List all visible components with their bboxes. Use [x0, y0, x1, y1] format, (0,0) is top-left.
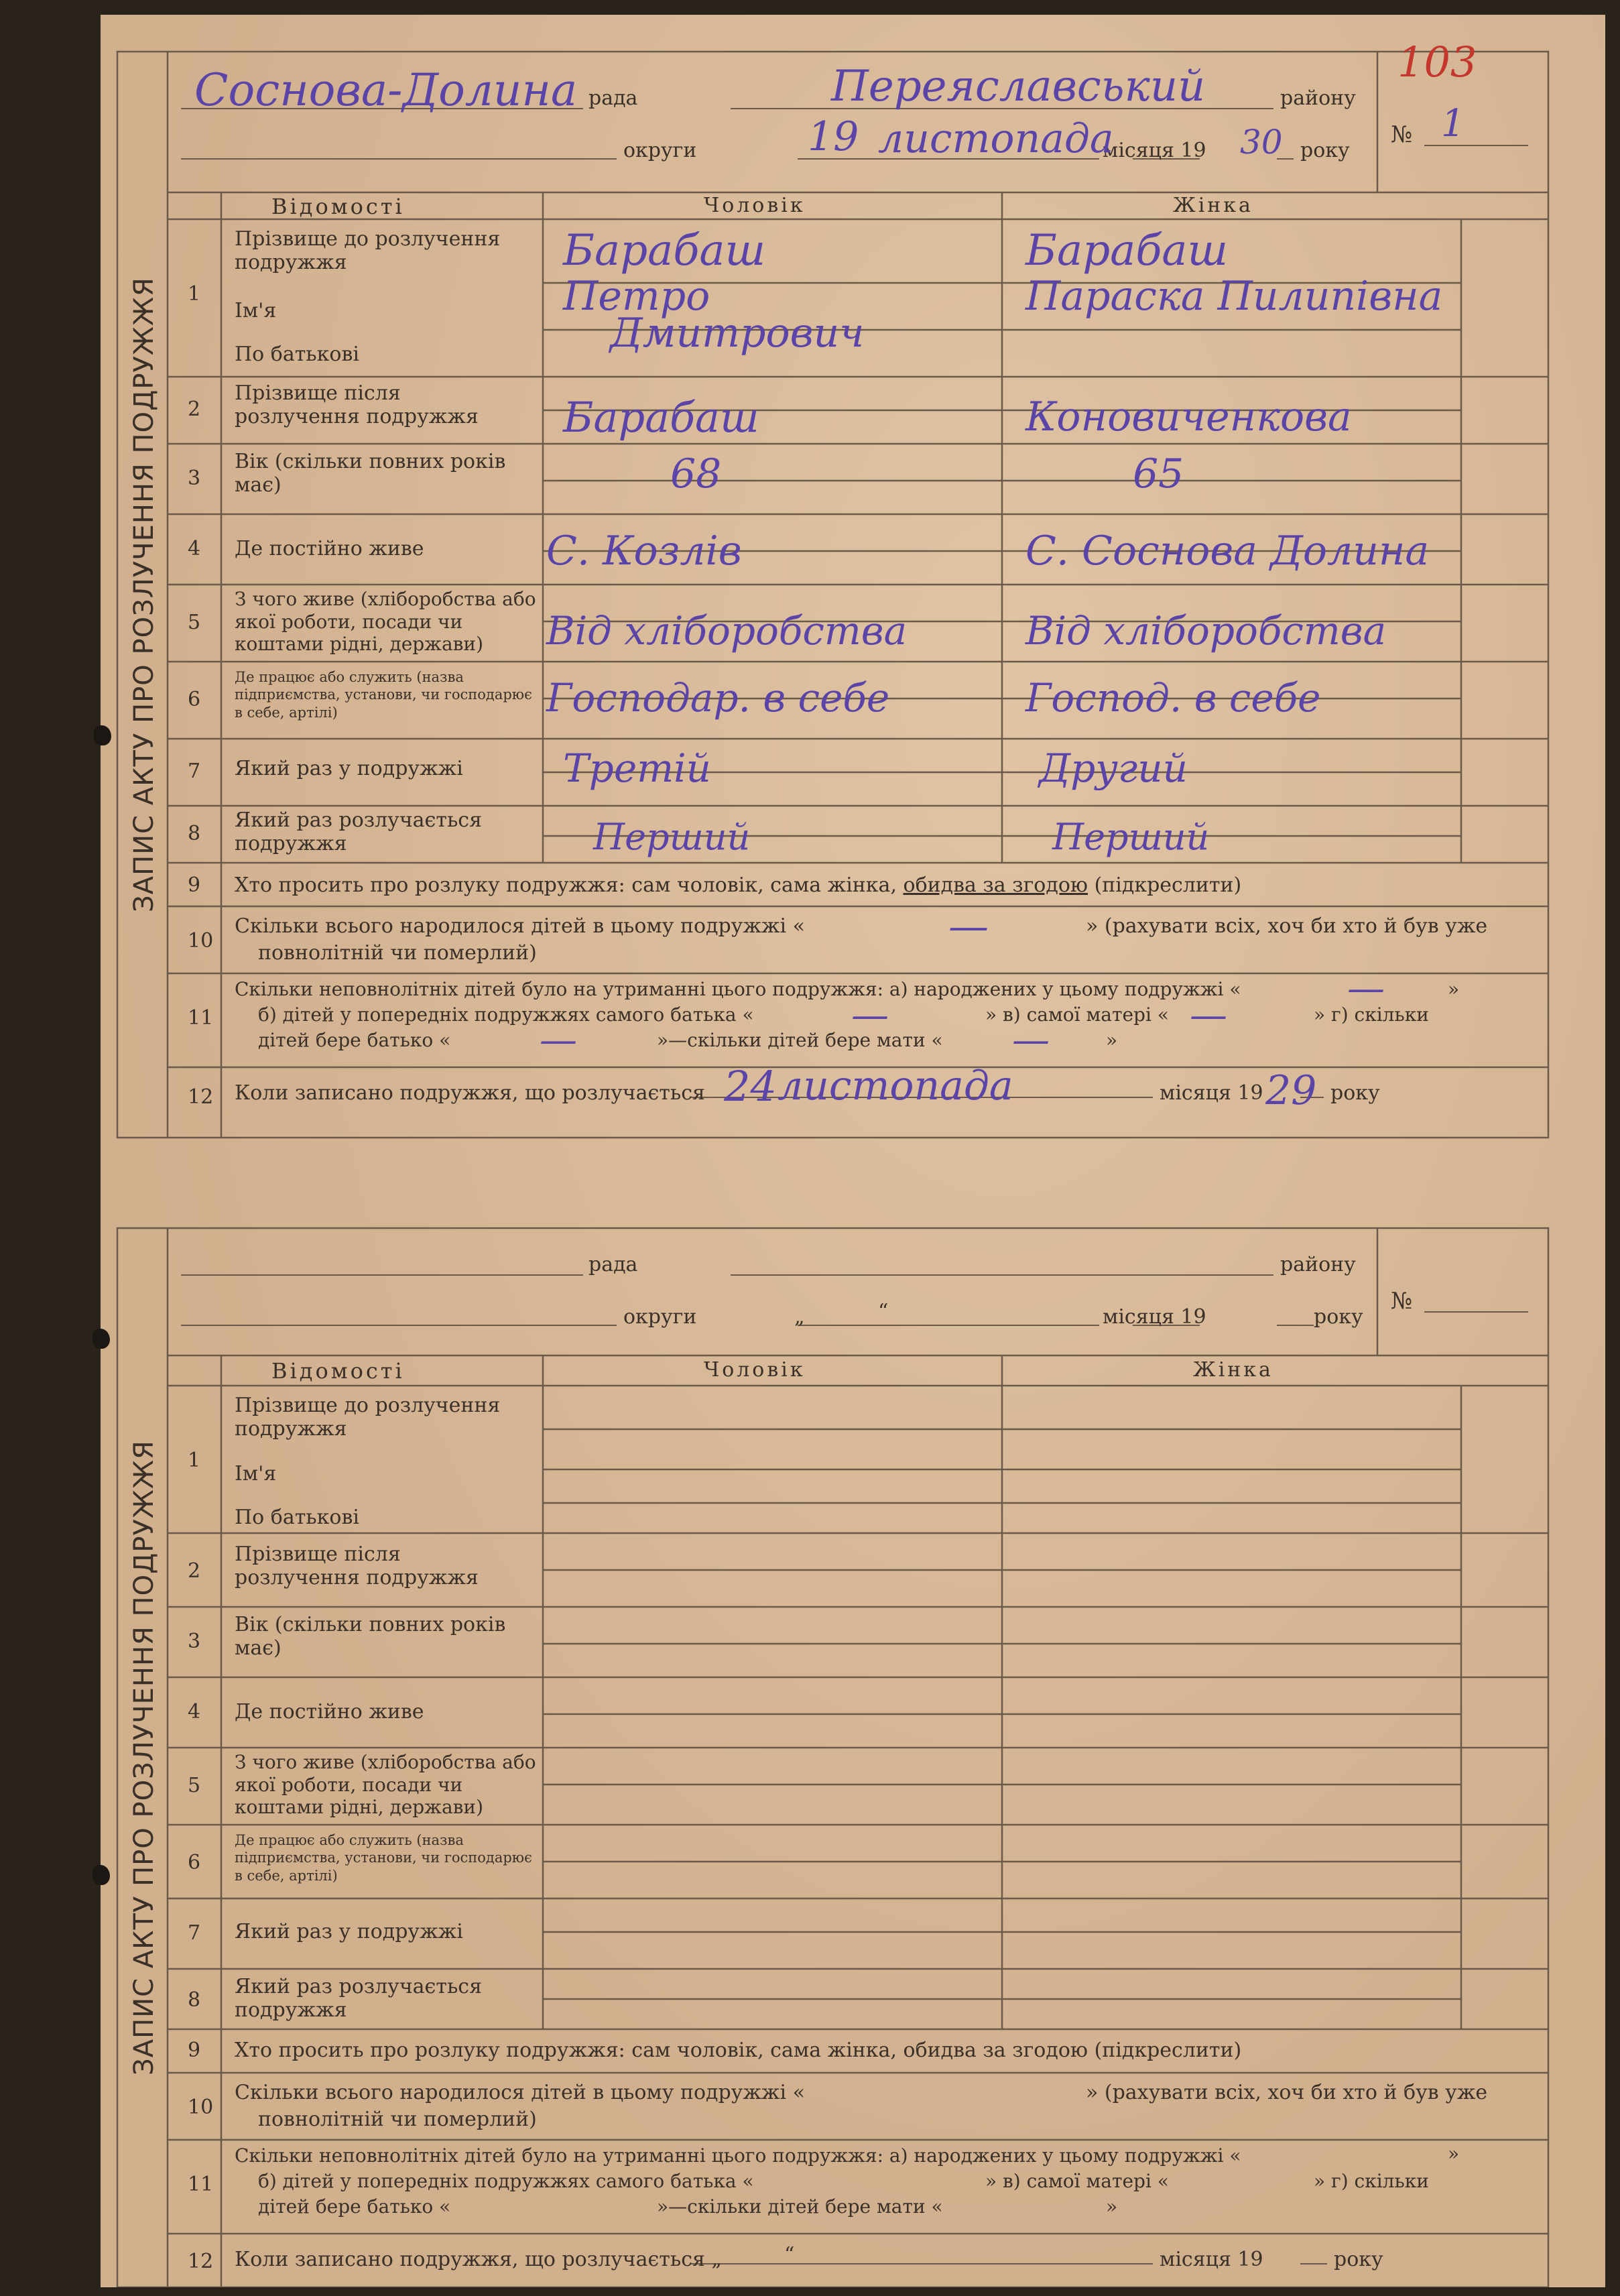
wife-surname-after: Коновиченкова — [1025, 394, 1352, 440]
row-num-8-2: 8 — [188, 1988, 201, 2012]
husband-marriage-no: Третій — [563, 745, 712, 791]
row11-line3b: »—скільки дітей бере мати « — [657, 1029, 943, 1051]
row9-text: Хто просить про розлуку подружжя: сам чоловік, сама жінка, обидва за згодою (підкреслити) — [235, 873, 1242, 897]
row10-line1b-2: » (рахувати всіх, хоч би хто й був уже — [1086, 2081, 1488, 2104]
row8-label-2: Який раз розлучається подружжя — [235, 1975, 483, 2022]
label-rada-2: рада — [588, 1253, 638, 1276]
row-num-3-2: 3 — [188, 1630, 201, 1653]
row10-line1b: » (рахувати всіх, хоч би хто й був уже — [1086, 914, 1488, 938]
row-num-3: 3 — [188, 467, 201, 490]
label-rayonu-2: району — [1280, 1253, 1356, 1276]
row3-label: Вік (скільки повних років має) — [235, 450, 506, 497]
label-rayonu: району — [1280, 86, 1356, 110]
label-rada: рада — [588, 86, 638, 110]
row11-line3-end: » — [1106, 1029, 1118, 1051]
father-takes-dash: — — [540, 1018, 577, 1062]
row5-label: З чого живе (хліборобства або якої роботи, посади чи коштами рідні, держави) — [235, 588, 536, 656]
wife-name-patronymic: Параска Пилипівна — [1025, 273, 1443, 320]
row-num-1-2: 1 — [188, 1449, 201, 1472]
row11-line2c: » г) скільки — [1314, 1004, 1429, 1026]
husband-patronymic: Дмитрович — [610, 310, 865, 357]
row6-label-2: Де працює або служить (назва підприємства, установи, чи господарює в себе, артілі) — [235, 1832, 532, 1884]
col-header-wife: Жінка — [1173, 194, 1253, 217]
row-num-2-2: 2 — [188, 1559, 201, 1583]
row9-text-2: Хто просить про розлуку подружжя: сам чоловік, сама жінка, обидва за згодою (підкреслити) — [235, 2039, 1242, 2062]
row2-label-2: Прізвище після розлучення подружжя — [235, 1543, 479, 1589]
record-number: 1 — [1441, 102, 1465, 145]
row11-line2-2: б) дітей у попередніх подружжях самого батька « — [258, 2170, 754, 2192]
row11-line3: дітей бере батько « — [258, 1029, 451, 1051]
row1-name-label: Ім'я — [235, 299, 277, 322]
row-num-6-2: 6 — [188, 1851, 201, 1874]
ink-blot — [94, 725, 111, 745]
label-no: № — [1391, 121, 1413, 148]
col-header-husband-2: Чоловік — [704, 1358, 806, 1382]
district-name: Переяславський — [831, 62, 1206, 111]
paper-sheet — [101, 15, 1605, 2287]
row12-month: місяця 19 — [1160, 1081, 1263, 1105]
row3-label-2: Вік (скільки повних років має) — [235, 1613, 506, 1660]
wife-work: Господ. в себе — [1025, 675, 1321, 721]
col-header-husband: Чоловік — [704, 194, 806, 217]
row12-year-2: року — [1334, 2248, 1383, 2271]
wife-marriage-no: Другий — [1039, 745, 1188, 791]
row4-label-2: Де постійно живе — [235, 1700, 424, 1724]
row10-line2-2: повнолітній чи померлий) — [258, 2108, 537, 2131]
husband-residence: С. Козлів — [546, 528, 742, 575]
row-num-11: 11 — [188, 1006, 214, 1030]
row11-line1-end-2: » — [1448, 2142, 1460, 2165]
row-num-6: 6 — [188, 688, 201, 711]
row1-surname-label-2: Прізвище до розлучення подружжя — [235, 1394, 501, 1441]
village-name: Соснова-Долина — [194, 64, 578, 116]
row1-patronymic-label-2: По батькові — [235, 1506, 359, 1529]
row11-line2b: » в) самої матері « — [985, 1004, 1169, 1026]
minors-mother-dash: — — [1190, 993, 1227, 1037]
row11-line3-end-2: » — [1106, 2195, 1118, 2218]
row6-label: Де працює або служить (назва підприємства, установи, чи господарює в себе, артілі) — [235, 669, 532, 721]
ink-blot — [92, 1865, 110, 1885]
row11-line1-end: » — [1448, 978, 1460, 1000]
label-quote-2: „ — [794, 1305, 805, 1329]
row-num-4: 4 — [188, 537, 201, 560]
date-day: 19 — [808, 113, 859, 160]
wife-residence: С. Соснова Долина — [1025, 528, 1430, 575]
row11-line2: б) дітей у попередніх подружжях самого батька « — [258, 1004, 754, 1026]
husband-divorce-no: Перший — [593, 816, 751, 858]
row-num-8: 8 — [188, 822, 201, 845]
row-num-2: 2 — [188, 398, 201, 421]
wife-divorce-no: Перший — [1052, 816, 1210, 858]
wife-living: Від хліборобства — [1025, 608, 1387, 654]
row12-label-2: Коли записано подружжя, що розлучається „ — [235, 2248, 723, 2271]
side-label-bottom: ЗАПИС АКТУ ПРО РОЗЛУЧЕННЯ ПОДРУЖЖЯ — [129, 1440, 160, 2075]
row11-line3b-2: »—скільки дітей бере мати « — [657, 2195, 943, 2218]
husband-living: Від хліборобства — [546, 608, 908, 654]
side-label-top: ЗАПИС АКТУ ПРО РОЗЛУЧЕННЯ ПОДРУЖЖЯ — [129, 277, 160, 912]
rec-month: листопада — [777, 1063, 1013, 1109]
row5-label-2: З чого живе (хліборобства або якої роботи, посади чи коштами рідні, держави) — [235, 1751, 536, 1819]
label-month-year: місяця 19 — [1103, 139, 1206, 162]
minors-this-dash: — — [1347, 967, 1385, 1010]
minors-father-dash: — — [851, 993, 889, 1037]
col-header-wife-2: Жінка — [1193, 1358, 1273, 1382]
ink-blot — [92, 1329, 110, 1349]
label-roku: року — [1300, 139, 1350, 162]
husband-surname-after: Барабаш — [563, 393, 759, 442]
row-num-12: 12 — [188, 1085, 214, 1109]
row1-patronymic-label: По батькові — [235, 343, 359, 366]
row11-line2b-2: » в) самої матері « — [985, 2170, 1169, 2192]
row12-quote-2: “ — [784, 2243, 795, 2267]
label-no-2: № — [1391, 1288, 1413, 1315]
row-num-7-2: 7 — [188, 1921, 201, 1945]
row-num-10: 10 — [188, 929, 214, 953]
folio-number: 103 — [1397, 38, 1477, 86]
row8-label: Який раз розлучається подружжя — [235, 808, 483, 855]
row10-line1-2: Скільки всього народилося дітей в цьому подружжі « — [235, 2081, 806, 2104]
date-year: 30 — [1240, 123, 1283, 162]
row10-line2: повнолітній чи померлий) — [258, 941, 537, 965]
row11-line2c-2: » г) скільки — [1314, 2170, 1429, 2192]
row-num-11-2: 11 — [188, 2173, 214, 2196]
row12-year: року — [1330, 1081, 1380, 1105]
row1-surname-label: Прізвище до розлучення подружжя — [235, 227, 501, 274]
row11-line1: Скільки неповнолітніх дітей було на утриманні цього подружжя: а) народжених у цьому подружжі « — [235, 978, 1241, 1000]
label-okrugy: округи — [623, 139, 697, 162]
row-num-5: 5 — [188, 611, 201, 634]
row7-label-2: Який раз у подружжі — [235, 1920, 463, 1943]
date-month: листопада — [878, 115, 1114, 162]
children-total-dash: — — [948, 903, 989, 950]
col-header-info: Відомості — [271, 194, 405, 219]
row-num-9: 9 — [188, 873, 201, 897]
husband-name: Петро — [563, 273, 710, 320]
label-roku-2: року — [1314, 1305, 1363, 1329]
wife-age: 65 — [1133, 450, 1184, 497]
row-num-9-2: 9 — [188, 2039, 201, 2062]
mother-takes-dash: — — [1012, 1018, 1050, 1062]
row-num-1: 1 — [188, 282, 201, 306]
row11-line1-2: Скільки неповнолітніх дітей було на утриманні цього подружжя: а) народжених у цьому подружжі « — [235, 2144, 1241, 2167]
row12-label: Коли записано подружжя, що розлучається — [235, 1081, 705, 1105]
row-num-7: 7 — [188, 760, 201, 783]
row-num-10-2: 10 — [188, 2096, 214, 2119]
label-okrugy-2: округи — [623, 1305, 697, 1329]
row4-label: Де постійно живе — [235, 537, 424, 560]
row1-name-label-2: Ім'я — [235, 1462, 277, 1486]
row-num-12-2: 12 — [188, 2250, 214, 2273]
row-num-4-2: 4 — [188, 1700, 201, 1724]
row7-label: Який раз у подружжі — [235, 757, 463, 780]
husband-age: 68 — [670, 450, 722, 497]
rec-year: 29 — [1265, 1067, 1317, 1114]
row11-line3-2: дітей бере батько « — [258, 2195, 451, 2218]
row-num-5-2: 5 — [188, 1774, 201, 1797]
row12-month-2: місяця 19 — [1160, 2248, 1263, 2271]
row2-label: Прізвище після розлучення подружжя — [235, 381, 479, 428]
wife-surname: Барабаш — [1025, 226, 1229, 276]
husband-surname: Барабаш — [563, 226, 766, 276]
husband-work: Господар. в себе — [546, 675, 890, 721]
col-header-info-2: Відомості — [271, 1358, 405, 1384]
label-month-year-2: місяця 19 — [1103, 1305, 1206, 1329]
rec-day: 24 — [724, 1062, 777, 1111]
label-quote-2b: “ — [878, 1300, 889, 1323]
row10-line1: Скільки всього народилося дітей в цьому подружжі « — [235, 914, 806, 938]
